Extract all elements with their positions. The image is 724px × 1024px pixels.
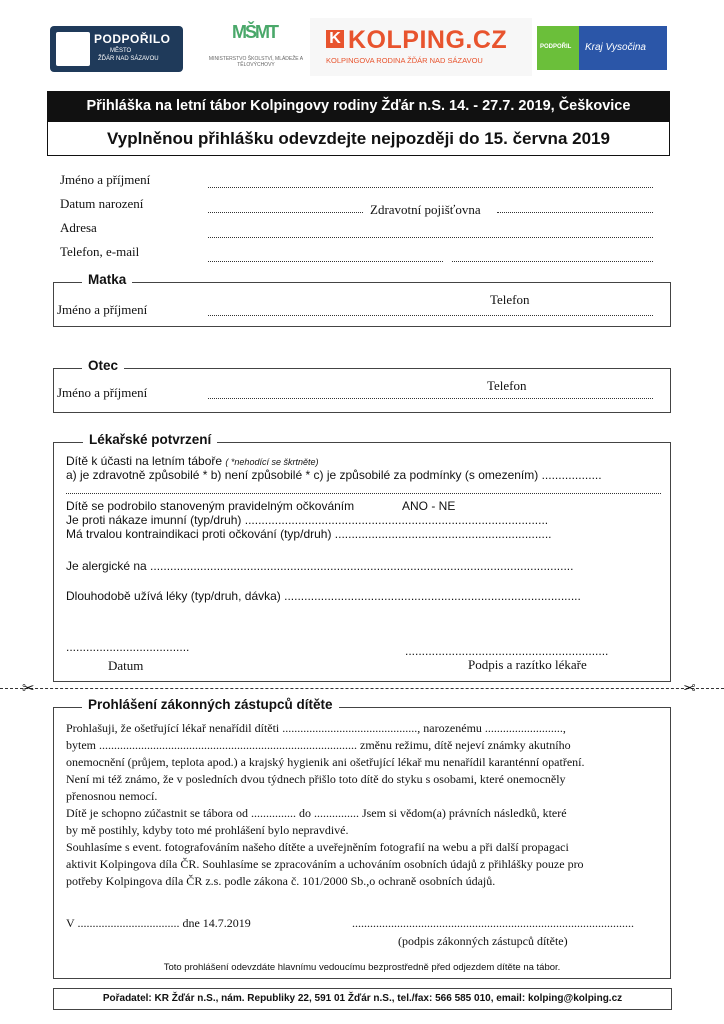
declaration-line: aktivit Kolpingova díla ČR. Souhlasíme se zpracováním a uchováním osobních údajů z přihlášky pouze pro (66, 857, 584, 871)
medical-signature-label: Podpis a razítko lékaře (468, 657, 587, 672)
organizer-footer: Pořadatel: KR Žďár n.S., nám. Republiky 22, 591 01 Žďár n.S., tel./fax: 566 585 010, email: kolping@kolping.cz (53, 988, 672, 1010)
child-name-label: Jméno a příjmení (60, 172, 151, 187)
kolping-subtitle: KOLPINGOVA RODINA ŽĎÁR NAD SÁZAVOU (326, 56, 483, 65)
deadline-notice: Vyplněnou přihlášku odevzdejte nejpozději do 15. června 2019 (47, 121, 670, 156)
father-name-label: Jméno a příjmení (57, 385, 148, 400)
mother-phone-label: Telefon (490, 292, 530, 307)
child-birth-field[interactable] (208, 212, 363, 213)
father-phone-label: Telefon (487, 378, 527, 393)
declaration-line: bytem ...................................................................................... změnu režimu, dítě nejeví známky akutního (66, 738, 571, 752)
medical-line1-note: ( *nehodící se škrtněte) (225, 457, 319, 467)
kolping-k-icon: K (326, 30, 344, 48)
declaration-line: by mě postihly, kdyby toto mé prohlášení bylo nepravdivé. (66, 823, 349, 837)
page-title: Přihláška na letní tábor Kolpingovy rodiny Žďár n.S. 14. - 27.7. 2019, Češkovice (47, 91, 670, 121)
declaration-line: onemocnění (průjem, teplota apod.) a krajský hygienik ani ošetřující lékař mu nenařídil karanténní opatření. (66, 755, 585, 769)
declaration-note: Toto prohlášení odevzdáte hlavnímu vedoucímu bezprostředně před odjezdem dítěte na tábor. (163, 962, 561, 973)
scissors-left-icon: ✂ (22, 680, 35, 697)
declaration-line: přenosnou nemocí. (66, 789, 158, 803)
child-birth-label: Datum narození (60, 196, 144, 211)
kolping-name: KOLPING.CZ (348, 26, 508, 54)
city-crest-icon (56, 32, 90, 66)
logo-podporilo-line2: ŽĎÁR NAD SÁZAVOU (98, 56, 159, 62)
child-address-field[interactable] (208, 237, 653, 238)
child-insurance-label: Zdravotní pojišťovna (370, 202, 481, 217)
mother-legend: Matka (82, 272, 132, 287)
declaration-line: Souhlasíme s event. fotografováním našeho dítěte a uveřejněním fotografií na webu a při další propagaci (66, 840, 569, 854)
child-address-label: Adresa (60, 220, 97, 235)
logo-kolping (310, 18, 532, 76)
vysocina-right-label: Kraj Vysočina (585, 42, 646, 53)
father-name-field[interactable] (208, 398, 653, 399)
medical-fitness-options[interactable]: a) je zdravotně způsobilé * b) není způsobilé * c) je způsobilé za podmínky (s omezením) .................. (66, 468, 602, 482)
logo-msmt (206, 22, 306, 74)
declaration-legend: Prohlášení zákonných zástupců dítěte (82, 697, 339, 712)
medical-line1-text: Dítě k účasti na letním táboře (66, 454, 223, 468)
child-phone-label: Telefon, e-mail (60, 244, 140, 259)
medical-medications[interactable]: Dlouhodobě užívá léky (typ/druh, dávka) ......................................................................................... (66, 589, 581, 603)
declaration-line: Prohlašuji, že ošetřující lékař nenařídil dítěti ............................................., narozenému .........................., (66, 721, 566, 735)
declaration-signature-field[interactable]: .............................................................................................. (352, 916, 634, 930)
medical-legend: Lékařské potvrzení (83, 432, 217, 447)
msmt-subtitle: MINISTERSTVO ŠKOLSTVÍ, MLÁDEŽE A TĚLOVÝCHOVY (208, 56, 304, 68)
child-email-field[interactable] (452, 261, 653, 262)
child-name-field[interactable] (208, 187, 653, 188)
child-phone-field[interactable] (208, 261, 443, 262)
medical-immunity[interactable]: Je proti nákaze imunní (typ/druh) ........................................................................................... (66, 513, 549, 527)
logo-kraj-vysocina (537, 26, 667, 70)
medical-allergy[interactable]: Je alergické na ............................................................................................................................... (66, 559, 574, 573)
declaration-line: Dítě je schopno zúčastnit se tábora od ............... do ............... Jsem si vědom(a) právních následků, které (66, 806, 567, 820)
mother-name-field[interactable] (208, 315, 653, 316)
msmt-mark: MŠMT (232, 22, 277, 42)
vysocina-left-label: PODPOŘIL (540, 44, 572, 50)
medical-vaccination-yes-no[interactable]: ANO - NE (402, 499, 456, 513)
declaration-text (66, 720, 666, 890)
logo-podporilo (50, 26, 183, 72)
mother-name-label: Jméno a příjmení (57, 302, 148, 317)
medical-date-field[interactable]: ..................................... (66, 640, 190, 654)
medical-contraindication[interactable]: Má trvalou kontraindikaci proti očkování (typ/druh) ................................................................. (66, 527, 552, 541)
logo-podporilo-title: PODPOŘILO (94, 32, 171, 46)
scissors-right-icon: ✂ (683, 680, 696, 697)
declaration-signature-label: (podpis zákonných zástupců dítěte) (398, 934, 568, 948)
declaration-line: Není mi též známo, že v posledních dvou týdnech přišlo toto dítě do styku s osobami, které onemocněly (66, 772, 566, 786)
declaration-line: potřeby Kolpingova díla ČR z.s. podle zákona č. 101/2000 Sb.,o ochraně osobních údajů. (66, 874, 496, 888)
logo-podporilo-line1: MĚSTO (110, 48, 132, 54)
cut-line (0, 688, 724, 689)
father-legend: Otec (82, 358, 124, 373)
medical-vaccination-label: Dítě se podrobilo stanoveným pravidelným očkováním (66, 499, 355, 513)
declaration-place-date[interactable]: V .................................. dne 14.7.2019 (66, 916, 251, 930)
medical-fitness-extra-field[interactable] (66, 493, 661, 494)
medical-signature-field[interactable]: ............................................................. (405, 644, 609, 658)
child-insurance-field[interactable] (497, 212, 653, 213)
medical-date-label: Datum (108, 658, 144, 673)
